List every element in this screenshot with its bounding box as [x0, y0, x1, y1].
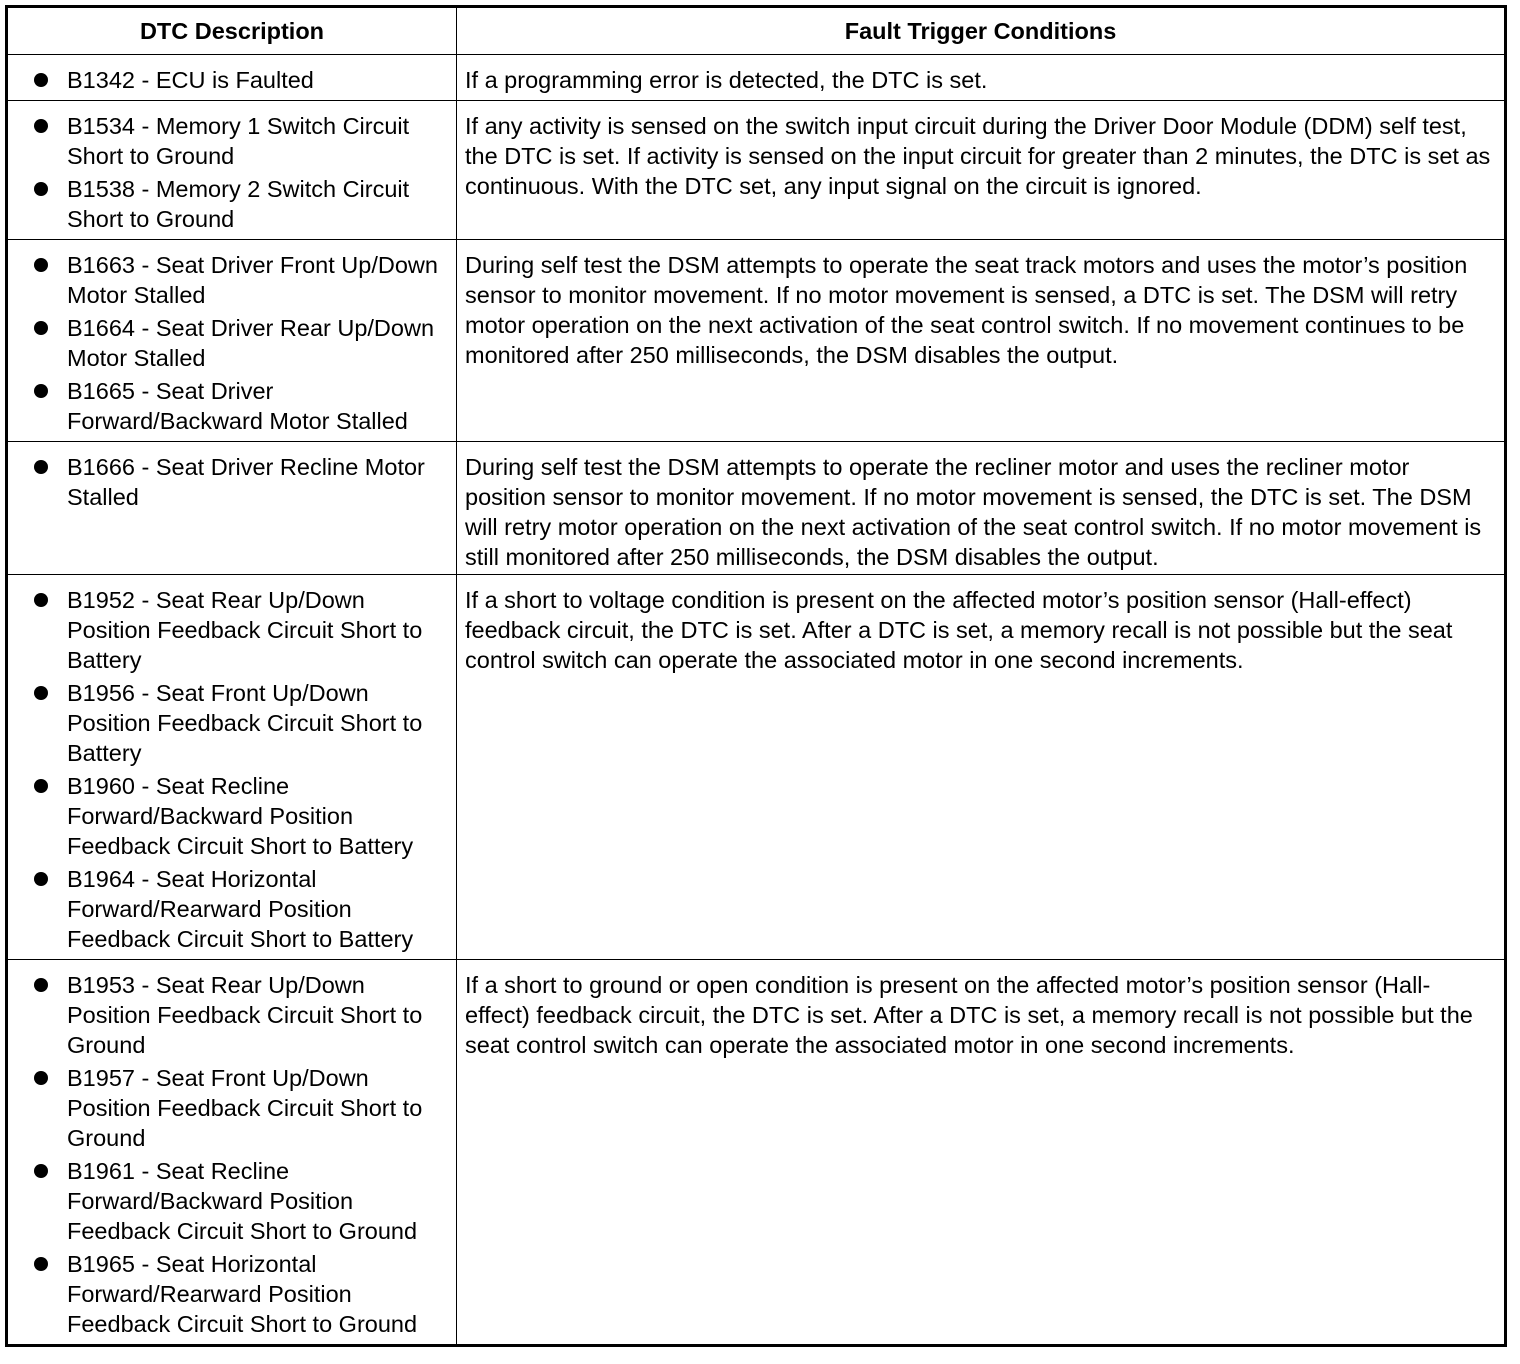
dtc-code-item: [30, 771, 450, 861]
dtc-code-item: [30, 452, 450, 512]
fault-condition-text: If a short to ground or open condition is present on the affected motor’s position sensor (Hall-effect) feedback circuit, the DTC is set. After a DTC is set, a memory recall is not possible but the seat control switch can operate the associated motor in one second increments.: [465, 972, 1473, 1058]
dtc-code-text: B1965 - Seat Horizontal Forward/Rearward Position Feedback Circuit Short to Ground: [67, 1251, 418, 1337]
table-header: [7, 7, 1506, 55]
dtc-code-list: [30, 452, 450, 512]
fault-condition-text: If a programming error is detected, the DTC is set.: [465, 67, 988, 93]
dtc-description-cell: [7, 55, 457, 101]
bullet-icon: [34, 182, 48, 196]
dtc-description-cell: [7, 575, 457, 960]
fault-condition-text: During self test the DSM attempts to operate the recliner motor and uses the recliner motor position sensor to monitor movement. If no motor movement is sensed, the DTC is set. The DSM will retry motor operation on the next activation of the seat control switch. If no motor movement is still monitored after 250 milliseconds, the DSM disables the output.: [465, 454, 1482, 570]
dtc-description-cell: [7, 240, 457, 442]
bullet-icon: [34, 119, 48, 133]
fault-condition-cell: [457, 575, 1506, 960]
dtc-code-item: [30, 174, 450, 234]
dtc-description-cell: [7, 442, 457, 575]
dtc-code-item: [30, 1156, 450, 1246]
dtc-code-item: [30, 313, 450, 373]
bullet-icon: [34, 779, 48, 793]
dtc-code-item: [30, 864, 450, 954]
header-row: [7, 7, 1506, 55]
table-row: [7, 240, 1506, 442]
dtc-code-item: [30, 250, 450, 310]
bullet-icon: [34, 872, 48, 886]
dtc-code-text: B1956 - Seat Front Up/Down Position Feedback Circuit Short to Battery: [67, 680, 423, 766]
dtc-code-list: [30, 250, 450, 436]
dtc-description-cell: [7, 960, 457, 1346]
bullet-icon: [34, 258, 48, 272]
dtc-code-text: B1538 - Memory 2 Switch Circuit Short to Ground: [67, 176, 410, 232]
dtc-code-text: B1534 - Memory 1 Switch Circuit Short to Ground: [67, 113, 410, 169]
dtc-code-text: B1953 - Seat Rear Up/Down Position Feedback Circuit Short to Ground: [67, 972, 423, 1058]
dtc-code-text: B1342 - ECU is Faulted: [67, 67, 314, 93]
fault-condition-text: During self test the DSM attempts to operate the seat track motors and uses the motor’s position sensor to monitor movement. If no motor movement is sensed, a DTC is set. The DSM will retry motor operation on the next activation of the seat control switch. If no movement continues to be monitored after 250 milliseconds, the DSM disables the output.: [465, 252, 1468, 368]
fault-condition-text: If a short to voltage condition is present on the affected motor’s position sensor (Hall-effect) feedback circuit, the DTC is set. After a DTC is set, a memory recall is not possible but the seat control switch can operate the associated motor in one second increments.: [465, 587, 1453, 673]
dtc-code-item: [30, 678, 450, 768]
dtc-code-text: B1964 - Seat Horizontal Forward/Rearward Position Feedback Circuit Short to Battery: [67, 866, 414, 952]
dtc-code-item: [30, 1063, 450, 1153]
bullet-icon: [34, 978, 48, 992]
bullet-icon: [34, 1164, 48, 1178]
fault-condition-cell: [457, 55, 1506, 101]
dtc-code-text: B1961 - Seat Recline Forward/Backward Position Feedback Circuit Short to Ground: [67, 1158, 418, 1244]
dtc-table: [5, 5, 1507, 1347]
dtc-code-list: [30, 970, 450, 1339]
dtc-code-text: B1957 - Seat Front Up/Down Position Feedback Circuit Short to Ground: [67, 1065, 423, 1151]
dtc-code-text: B1960 - Seat Recline Forward/Backward Position Feedback Circuit Short to Battery: [67, 773, 414, 859]
dtc-code-item: [30, 1249, 450, 1339]
bullet-icon: [34, 686, 48, 700]
dtc-code-item: [30, 111, 450, 171]
table-row: [7, 575, 1506, 960]
dtc-code-list: [30, 65, 450, 95]
dtc-description-cell: [7, 101, 457, 240]
table-row: [7, 55, 1506, 101]
bullet-icon: [34, 460, 48, 474]
dtc-code-text: B1665 - Seat Driver Forward/Backward Motor Stalled: [67, 378, 408, 434]
table-row: [7, 101, 1506, 240]
header-fault-trigger-conditions: Fault Trigger Conditions: [457, 7, 1506, 55]
dtc-code-item: [30, 585, 450, 675]
table-row: [7, 442, 1506, 575]
dtc-code-list: [30, 585, 450, 954]
dtc-code-item: [30, 376, 450, 436]
fault-condition-text: If any activity is sensed on the switch input circuit during the Driver Door Module (DDM) self test, the DTC is set. If activity is sensed on the input circuit for greater than 2 minutes, the DTC is set as continuous. With the DTC set, any input signal on the circuit is ignored.: [465, 113, 1491, 199]
bullet-icon: [34, 384, 48, 398]
fault-condition-cell: [457, 101, 1506, 240]
dtc-code-item: [30, 65, 450, 95]
dtc-code-item: [30, 970, 450, 1060]
fault-condition-cell: [457, 442, 1506, 575]
dtc-code-text: B1664 - Seat Driver Rear Up/Down Motor Stalled: [67, 315, 435, 371]
bullet-icon: [34, 73, 48, 87]
table-row: [7, 960, 1506, 1346]
bullet-icon: [34, 1071, 48, 1085]
dtc-code-text: B1666 - Seat Driver Recline Motor Stalled: [67, 454, 425, 510]
bullet-icon: [34, 1257, 48, 1271]
fault-condition-cell: [457, 960, 1506, 1346]
bullet-icon: [34, 593, 48, 607]
bullet-icon: [34, 321, 48, 335]
dtc-code-list: [30, 111, 450, 234]
fault-condition-cell: [457, 240, 1506, 442]
header-dtc-description: DTC Description: [7, 7, 457, 55]
dtc-code-text: B1663 - Seat Driver Front Up/Down Motor Stalled: [67, 252, 438, 308]
dtc-code-text: B1952 - Seat Rear Up/Down Position Feedback Circuit Short to Battery: [67, 587, 423, 673]
table-body: [7, 55, 1506, 1346]
